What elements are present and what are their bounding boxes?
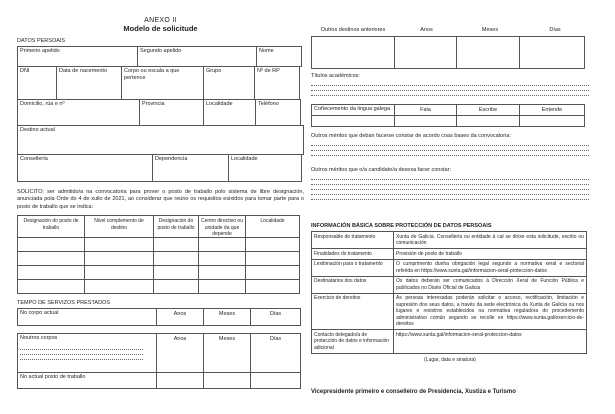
protection-row: [311, 231, 589, 249]
label-meritos-candidato: Outros méritos que o/a candidato/a desexa facer constar:: [311, 167, 452, 173]
input-cell[interactable]: [153, 265, 199, 280]
protection-title: INFORMACIÓN BÁSICA SOBRE PROTECCIÓN DE DATOS PERSOAIS: [311, 223, 492, 229]
col-anos[interactable]: Anos: [156, 333, 204, 373]
field-data-nacemento[interactable]: Data de nacemento: [56, 66, 122, 100]
field-dni[interactable]: DNI: [17, 66, 57, 100]
input-cell[interactable]: [245, 265, 300, 280]
input-cell[interactable]: [198, 279, 246, 294]
col-meses[interactable]: Meses: [203, 333, 251, 373]
input-cell[interactable]: [311, 115, 395, 127]
field-destino-actual[interactable]: Destino actual: [17, 125, 304, 155]
dotted-writing-line[interactable]: [20, 355, 143, 360]
postos-header-centro: Centro directivo ou unidade da que depende: [198, 215, 246, 238]
protection-row: [311, 293, 589, 331]
input-cell[interactable]: [84, 251, 154, 266]
protection-row: [311, 276, 589, 294]
protection-label: Exercicio de dereitos: [311, 293, 394, 331]
protection-value: https://www.xunta.gal/informacion-xeral-proteccion-datos: [393, 329, 587, 354]
outros-destinos-table: [311, 36, 589, 69]
input-cell[interactable]: [245, 279, 300, 294]
signature-hint: (Lugar, data e sinatura): [424, 356, 476, 363]
input-cell[interactable]: [153, 279, 199, 294]
field-localidade[interactable]: Localidade: [203, 99, 256, 126]
col-meses: Meses: [481, 27, 499, 33]
col-entende: Entende: [519, 104, 585, 116]
col-anos: Anos: [420, 27, 433, 33]
protection-value: Provisión de posto de traballo: [393, 248, 587, 260]
postos-empty-row: [17, 237, 304, 252]
field-segundo-apelido[interactable]: Segundo apelido: [137, 46, 257, 67]
annex-title: ANEXO II: [144, 17, 177, 24]
input-cell[interactable]: [84, 279, 154, 294]
postos-empty-row: [17, 279, 304, 294]
input-cell[interactable]: [198, 251, 246, 266]
section-datos-persoais: DATOS PERSOAIS: [17, 38, 66, 44]
field-grupo[interactable]: Grupo: [203, 66, 255, 100]
input-cell[interactable]: [519, 115, 585, 127]
field-conselleria[interactable]: Consellería: [17, 154, 153, 182]
protection-label: Lexitimación para o tratamento: [311, 259, 394, 277]
dotted-writing-line[interactable]: [311, 151, 589, 156]
input-cell[interactable]: [456, 36, 520, 69]
postos-header-designacion-1: Designación do posto de traballo: [17, 215, 85, 238]
input-cell[interactable]: [198, 237, 246, 252]
input-cell[interactable]: [156, 372, 204, 389]
col-dias[interactable]: Días: [250, 308, 301, 326]
noutros-corpos-cell[interactable]: [17, 333, 157, 373]
form-title: Modelo de solicitude: [123, 24, 198, 33]
tempo-corpo-actual-table: [17, 308, 304, 326]
input-cell[interactable]: [311, 36, 395, 69]
protection-value: O cumprimento dunha obrigación legal segundo a normativa xeral e sectorial referida en https://www.xunta.gal/informacion-xeral-proteccion-datos: [393, 259, 587, 277]
field-provincia[interactable]: Provincia: [139, 99, 204, 126]
input-cell[interactable]: [245, 237, 300, 252]
protection-label: Finalidades do tratamento: [311, 248, 394, 260]
protection-value: Os datos deberán ser comunicados á Dirección Xeral de Función Pública e publicados no Diario Oficial de Galicia: [393, 276, 587, 294]
field-domicilio[interactable]: Domicilio, rúa e nº: [17, 99, 140, 126]
protection-value: As persoas interesadas poderán solicitar o acceso, rectificación, limitación e supresión dos seus datos, a través da sede electrónica da Xunta de Galicia ou nos lugares e rexistros establecidos na normativa reguladora do procedemento administrativo común segundo se recolle en https://www.xunta.gal/exercicio-de-dereitos: [393, 293, 587, 331]
section-tempo-servizos: TEMPO DE SERVIZOS PRESTADOS: [17, 300, 111, 307]
postos-empty-row: [17, 251, 304, 266]
field-dependencia[interactable]: Dependencia: [152, 154, 229, 182]
col-dias: Días: [549, 27, 561, 33]
protection-row: [311, 329, 589, 354]
input-cell[interactable]: [198, 265, 246, 280]
input-cell[interactable]: [84, 265, 154, 280]
label-outros-destinos: Outros destinos anteriores: [320, 27, 386, 33]
label-titulos-academicos: Títulos académicos:: [311, 73, 360, 79]
postos-header-nivel: Nivel complemento de destino: [84, 215, 154, 238]
input-cell[interactable]: [153, 237, 199, 252]
protection-row: [311, 259, 589, 277]
tempo-noutros-corpos-table: [17, 333, 304, 389]
input-cell[interactable]: [84, 237, 154, 252]
col-meses[interactable]: Meses: [203, 308, 251, 326]
input-cell[interactable]: [519, 36, 585, 69]
input-cell[interactable]: [17, 237, 85, 252]
field-primeiro-apelido[interactable]: Primeiro apelido: [17, 46, 138, 67]
field-telefono[interactable]: Teléfono: [255, 99, 301, 126]
input-cell[interactable]: [17, 251, 85, 266]
protection-label: Contacto delegado/a de protección de datos e información adicional: [311, 329, 394, 354]
label-noutros-corpos: Noutros corpos: [20, 335, 58, 342]
protection-label: Responsable do tratamento: [311, 231, 394, 249]
input-cell[interactable]: [394, 115, 457, 127]
postos-header-localidade: Localidade: [245, 215, 300, 238]
field-corpo-escala[interactable]: Corpo ou escala a que pertence: [121, 66, 204, 100]
col-escribe: Escribe: [456, 104, 520, 116]
col-fala: Fala: [394, 104, 457, 116]
label-no-corpo-actual: No corpo actual: [17, 308, 157, 326]
protection-label: Destinatarios dos datos: [311, 276, 394, 294]
input-cell[interactable]: [153, 251, 199, 266]
col-anos[interactable]: Anos: [156, 308, 204, 326]
label-actual-posto: No actual posto de traballo: [17, 372, 157, 389]
protection-value: Xunta de Galicia. Consellería ou entidade á cal se dirixe esta solicitude, escrito ou comunicación: [393, 231, 587, 249]
input-cell[interactable]: [456, 115, 520, 127]
field-num-rp[interactable]: Nº de RP: [254, 66, 300, 100]
input-cell[interactable]: [17, 265, 85, 280]
protection-table: [311, 231, 589, 354]
col-dias[interactable]: Días: [250, 333, 301, 373]
postos-table: [17, 215, 304, 294]
datos-persoais-table: [17, 46, 304, 182]
outros-destinos-header: [311, 27, 589, 33]
solicito-paragraph: SOLICITO: ser admitido/a na convocatoria para prover o posto de traballo polo sistema de libre designación, anunciada pola Orde do 4 de xullo de 2021, ao considerar que reúno os requisitos esixidos para tomar parte para o posto de traballo que se indica:: [17, 189, 304, 210]
label-lingua-galega: Coñecemento da lingua galega: [311, 104, 395, 116]
postos-empty-row: [17, 265, 304, 280]
field-localidade-2[interactable]: Localidade: [228, 154, 302, 182]
left-column: [17, 0, 304, 389]
input-cell[interactable]: [245, 251, 300, 266]
input-cell[interactable]: [203, 372, 251, 389]
input-cell[interactable]: [17, 279, 85, 294]
right-column: [311, 0, 589, 395]
input-cell[interactable]: [394, 36, 457, 69]
postos-header-designacion-2: Designación do posto de traballo: [153, 215, 199, 238]
dotted-writing-line[interactable]: [311, 195, 589, 200]
addressee-footer: Vicepresidente primeiro e conselleiro de Presidencia, Xustiza e Turismo: [311, 388, 516, 395]
dotted-writing-line[interactable]: [311, 91, 589, 96]
input-cell[interactable]: [250, 372, 301, 389]
label-meritos-bases: Outros méritos que deban facerse constar de acordo coas bases da convocatoria:: [311, 133, 511, 139]
lingua-galega-table: [311, 104, 589, 127]
field-nome[interactable]: Nome: [256, 46, 302, 67]
